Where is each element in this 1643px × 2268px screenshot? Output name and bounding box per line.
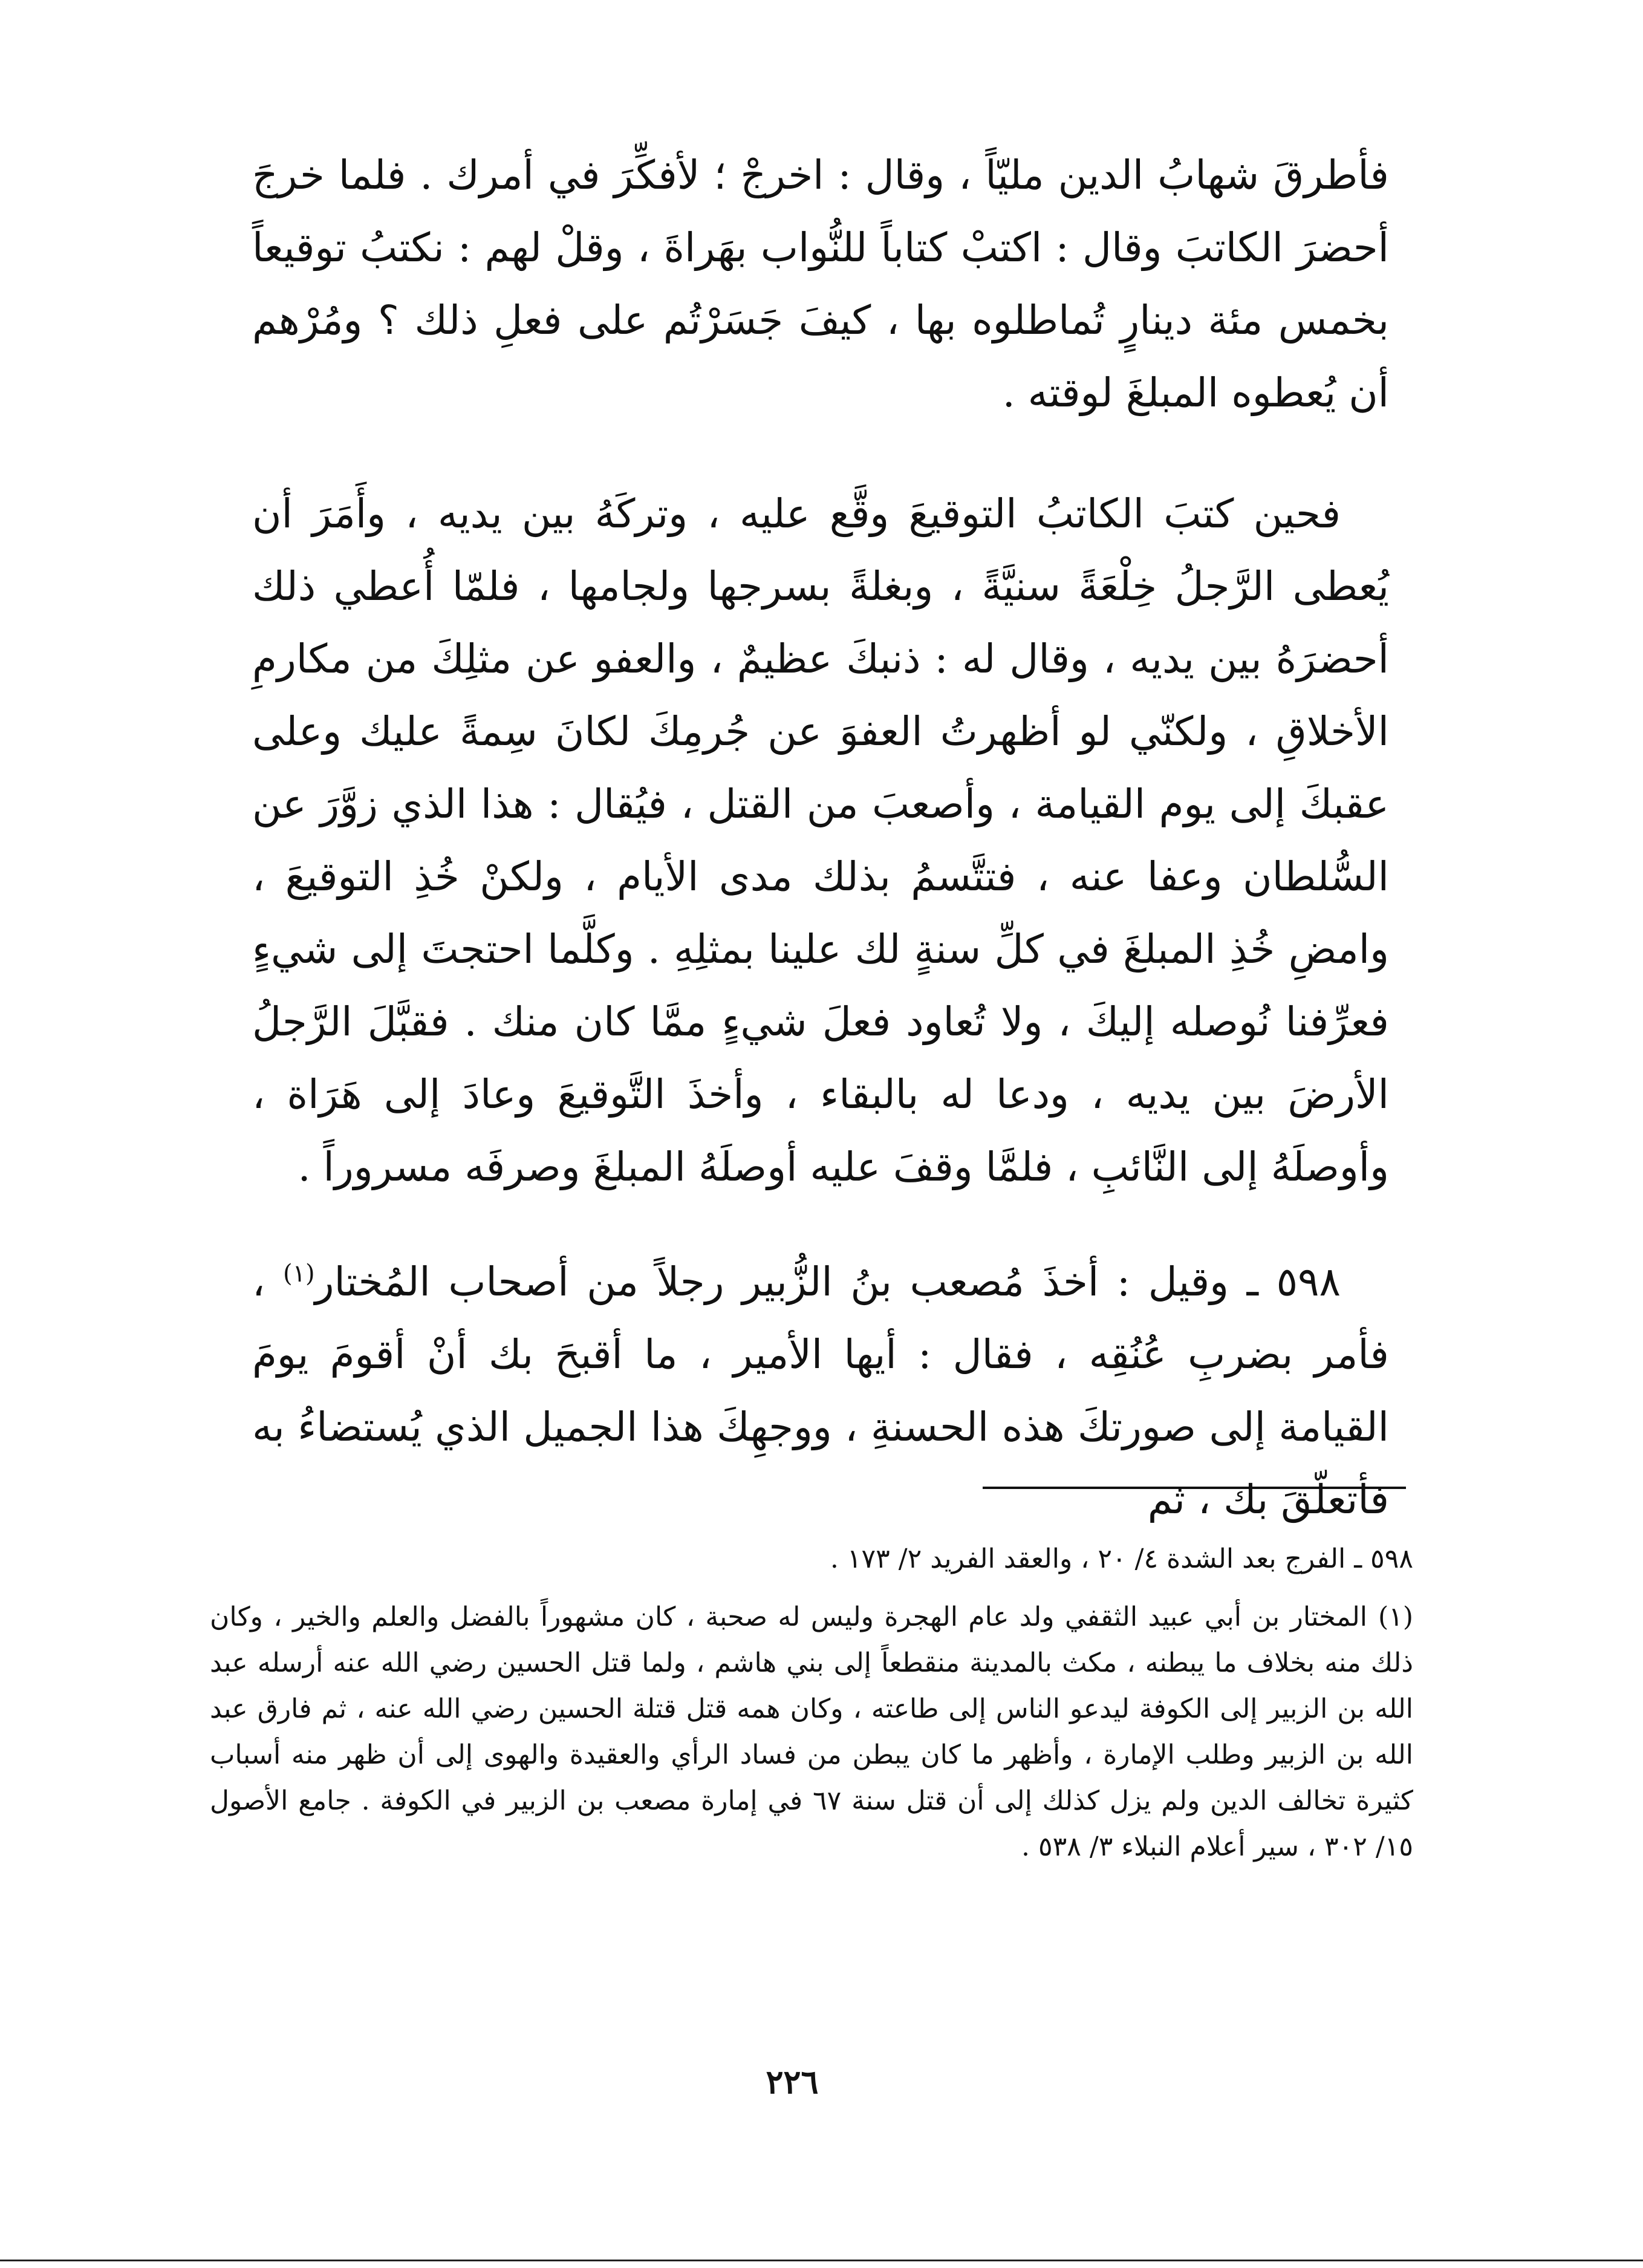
paragraph-3-text-end: ، فأمر بضربِ عُنُقِه ، فقال : أيها الأمير ، ما أقبحَ بك أنْ أقومَ يومَ القيامة إلى صورتكَ هذه الحسنةِ ، ووجهِكَ هذا الجميل الذي يُستضاءُ به فأتعلّقَ بك ، ثم — [252, 1259, 1389, 1523]
footnote-source: ٥٩٨ ـ الفرج بعد الشدة ٤/ ٢٠ ، والعقد الفريد ٢/ ١٧٣ . — [830, 1543, 1413, 1574]
footnote-note — [210, 1594, 1413, 1870]
footnote-separator — [983, 1487, 1406, 1489]
paragraph-3 — [252, 1246, 1389, 1536]
paragraph-2 — [252, 478, 1389, 1204]
paragraph-3-text-start: ٥٩٨ ـ وقيل : أخذَ مُصعب بنُ الزُّبير رجلاً من أصحاب المُختار — [314, 1259, 1341, 1305]
paragraph-1-text: فأطرقَ شهابُ الدين مليّاً ، وقال : اخرجْ ؛ لأفكِّرَ في أمرك . فلما خرجَ أحضرَ الكاتبَ وقال : اكتبْ كتاباً للنُّواب بهَراةَ ، وقلْ لهم : نكتبُ توقيعاً بخمس مئة دينارٍ تُماطلوه بها ، كيفَ جَسَرْتُم على فعلِ ذلك ؟ ومُرْهم أن يُعطوه المبلغَ لوقته . — [252, 152, 1389, 416]
footnote-note-marker: (١) — [1378, 1602, 1413, 1632]
footnotes — [210, 1536, 1413, 1870]
paragraph-1 — [252, 139, 1389, 429]
footnote-note-text: المختار بن أبي عبيد الثقفي ولد عام الهجرة وليس له صحبة ، كان مشهوراً بالفضل والعلم والخير ، وكان ذلك منه بخلاف ما يبطنه ، مكث بالمدينة منقطعاً إلى بني هاشم ، ولما قتل الحسين رضي الله عنه أرسله عبد الله بن الزبير إلى الكوفة ليدعو الناس إلى طاعته ، وكان همه قتل قتلة الحسين رضي الله عنه ، ثم فارق عبد الله بن الزبير وطلب الإمارة ، وأظهر ما كان يبطن من فساد الرأي والعقيدة والهوى إلى أن ظهر منه أسباب كثيرة تخالف الدين ولم يزل كذلك إلى أن قتل سنة ٦٧ في إمارة مصعب بن الزبير في الكوفة . جامع الأصول ١٥/ ٣٠٢ ، سير أعلام النبلاء ٣/ ٥٣٨ . — [210, 1602, 1414, 1862]
paragraph-3-text — [252, 1246, 1389, 1536]
page-number: ٢٢٦ — [766, 2062, 819, 2101]
scan-edge-line — [0, 2260, 1643, 2261]
paragraph-2-text: فحين كتبَ الكاتبُ التوقيعَ وقَّع عليه ، وتركَهُ بين يديه ، وأَمَرَ أن يُعطى الرَّجلُ خِلْعَةً سنيَّةً ، وبغلةً بسرجها ولجامها ، فلمّا أُعطي ذلك أحضرَهُ بين يديه ، وقال له : ذنبكَ عظيمٌ ، والعفو عن مثلِكَ من مكارمِ الأخلاقِ ، ولكنّي لو أظهرتُ العفوَ عن جُرمِكَ لكانَ سِمةً عليك وعلى عقبكَ إلى يوم القيامة ، وأصعبَ من القتل ، فيُقال : هذا الذي زوَّرَ عن السُّلطان وعفا عنه ، فتتَّسمُ بذلك مدى الأيام ، ولكنْ خُذِ التوقيعَ ، وامضِ خُذِ المبلغَ في كلِّ سنةٍ لك علينا بمثلِهِ . وكلَّما احتجتَ إلى شيءٍ فعرِّفنا نُوصله إليكَ ، ولا تُعاود فعلَ شيءٍ ممَّا كان منك . فقبَّلَ الرَّجلُ الأرضَ بين يديه ، ودعا له بالبقاء ، وأخذَ التَّوقيعَ وعادَ إلى هَرَاة ، وأوصلَهُ إلى النَّائبِ ، فلمَّا وقفَ عليه أوصلَهُ المبلغَ وصرفَه مسروراً . — [252, 490, 1389, 1190]
footnote-reference-marker: (١) — [282, 1260, 315, 1288]
